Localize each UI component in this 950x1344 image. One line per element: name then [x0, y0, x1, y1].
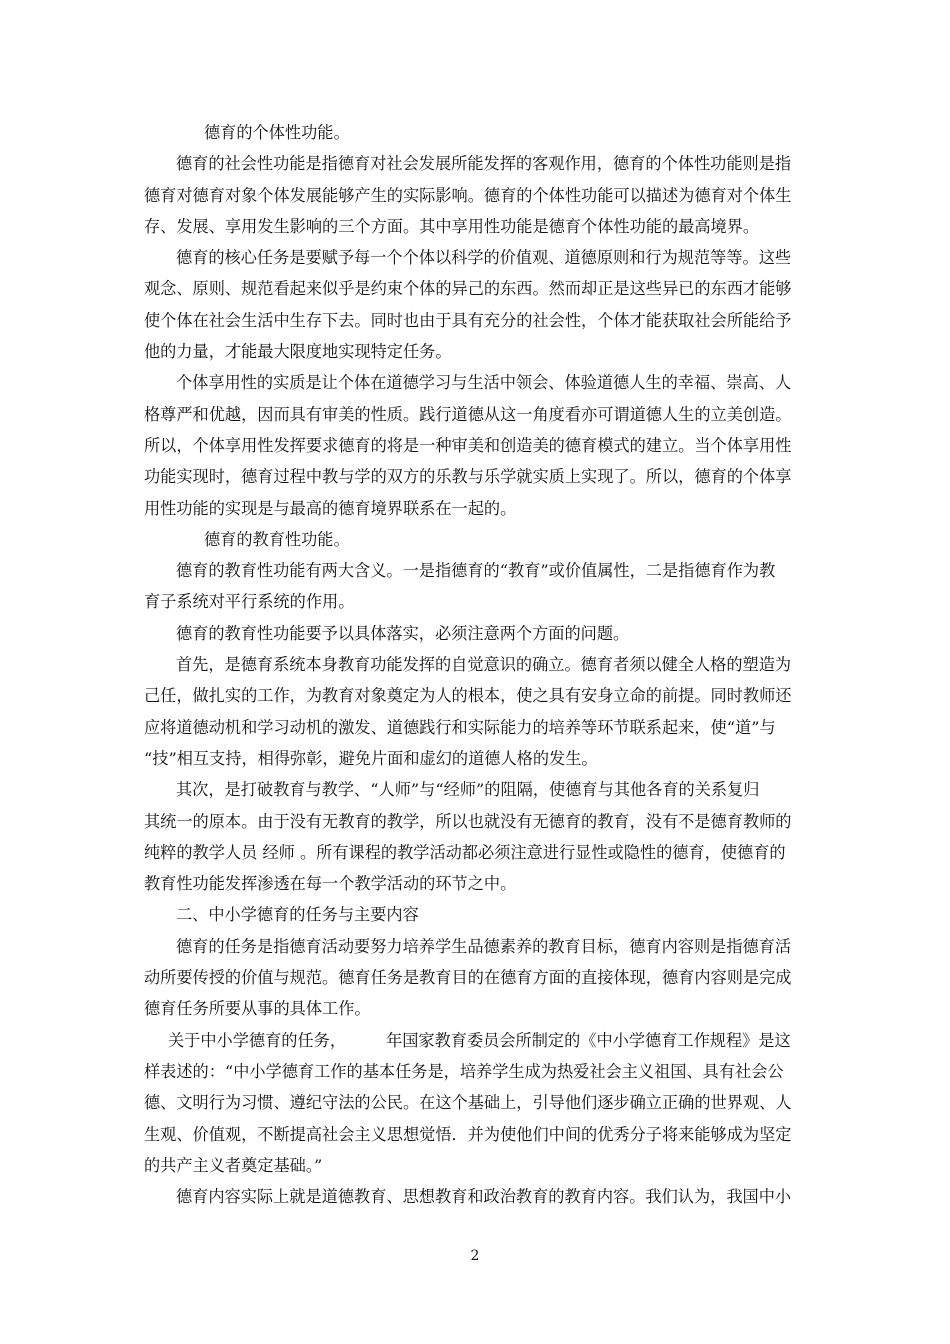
heading-individual-function: 德育的个体性功能。	[204, 123, 350, 142]
paragraph-segment: 关于中小学德育的任务，	[168, 1030, 347, 1050]
paragraph-line: 纯粹的教学人员 经师 。所有课程的教学活动都必须注意进行显性或隐性的德育，使德育的	[144, 842, 786, 862]
paragraph-line: 其次，是打破教育与教学、“人师”与“经师”的阻隔，使德育与其他各育的关系复归	[176, 780, 760, 800]
paragraph-line: 所以，个体享用性发挥要求德育的将是一种审美和创造美的德育模式的建立。当个体享用性	[144, 435, 792, 455]
paragraph-segment: 年国家教育委员会所制定的《中小学德育工作规程》是这	[386, 1030, 791, 1050]
paragraph-line: 德育的教育性功能有两大含义。一是指德育的“教育”或价值属性，二是指德育作为教	[176, 561, 776, 581]
paragraph-line: 德育的社会性功能是指德育对社会发展所能发挥的客观作用，德育的个体性功能则是指	[176, 154, 792, 174]
page-number: 2	[470, 1248, 480, 1264]
paragraph-line: 育子系统对平行系统的作用。	[144, 592, 355, 612]
paragraph-line: “技”相互支持，相得弥彰，避免片面和虚幻的道德人格的发生。	[144, 748, 598, 768]
paragraph-line: 存、发展、享用发生影响的三个方面。其中享用性功能是德育个体性功能的最高境界。	[144, 216, 760, 236]
paragraph-line: 应将道德动机和学习动机的激发、道德践行和实际能力的培养等环节联系起来，使“道”与	[144, 717, 776, 737]
heading-educational-function: 德育的教育性功能。	[204, 529, 350, 549]
body-text	[144, 117, 809, 1212]
paragraph-line: 教育性功能发挥渗透在每一个教学活动的环节之中。	[144, 874, 517, 894]
paragraph-line: 生观、价值观，不断提高社会主义思想觉悟．并为使他们中间的优秀分子将来能够成为坚定	[144, 1124, 792, 1144]
paragraph-line	[144, 1025, 809, 1056]
paragraph-line: 使个体在社会生活中生存下去。同时也由于具有充分的社会性，个体才能获取社会所能给予	[144, 310, 792, 330]
paragraph-line: 德育任务所要从事的具体工作。	[144, 999, 371, 1019]
paragraph-line: 他的力量，才能最大限度地实现特定任务。	[144, 342, 452, 362]
paragraph-line: 其统一的原本。由于没有无教育的教学，所以也就没有无德育的教育，没有不是德育教师的	[144, 811, 792, 831]
section-heading: 二、中小学德育的任务与主要内容	[176, 905, 419, 925]
paragraph-line: 德育对德育对象个体发展能够产生的实际影响。德育的个体性功能可以描述为德育对个体生	[144, 185, 792, 205]
paragraph-line: 样表述的：“中小学德育工作的基本任务是，培养学生成为热爱社会主义祖国、具有社会公	[144, 1061, 784, 1081]
paragraph-line: 用性功能的实现是与最高的德育境界联系在一起的。	[144, 498, 517, 518]
paragraph-line: 格尊严和优越，因而具有审美的性质。践行道德从这一角度看亦可谓道德人生的立美创造。	[144, 404, 792, 424]
paragraph-line: 个体享用性的实质是让个体在道德学习与生活中领会、体验道德人生的幸福、崇高、人	[176, 373, 792, 393]
paragraph-line: 首先，是德育系统本身教育功能发挥的自觉意识的确立。德育者须以健全人格的塑造为	[176, 655, 792, 675]
paragraph-line: 德育内容实际上就是道德教育、思想教育和政治教育的教育内容。我们认为，我国中小	[176, 1187, 792, 1207]
paragraph-line: 德、文明行为习惯、遵纪守法的公民。在这个基础上，引导他们逐步确立正确的世界观、人	[144, 1093, 792, 1113]
paragraph-line: 观念、原则、规范看起来似乎是约束个体的异己的东西。然而却正是这些异已的东西才能够	[144, 279, 792, 299]
paragraph-line: 己任，做扎实的工作，为教育对象奠定为人的根本，使之具有安身立命的前提。同时教师还	[144, 686, 792, 706]
paragraph-line: 动所要传授的价值与规范。德育任务是教育目的在德育方面的直接体现，德育内容则是完成	[144, 968, 792, 988]
paragraph-line: 德育的核心任务是要赋予每一个个体以科学的价值观、道德原则和行为规范等等。这些	[176, 248, 792, 268]
paragraph-line: 德育的教育性功能要予以具体落实，必须注意两个方面的问题。	[176, 623, 630, 643]
paragraph-line: 的共产主义者奠定基础。”	[144, 1155, 323, 1175]
paragraph-line: 德育的任务是指德育活动要努力培养学生品德素养的教育目标，德育内容则是指德育活	[176, 936, 792, 956]
paragraph-line: 功能实现时，德育过程中教与学的双方的乐教与乐学就实质上实现了。所以，德育的个体享	[144, 467, 792, 487]
